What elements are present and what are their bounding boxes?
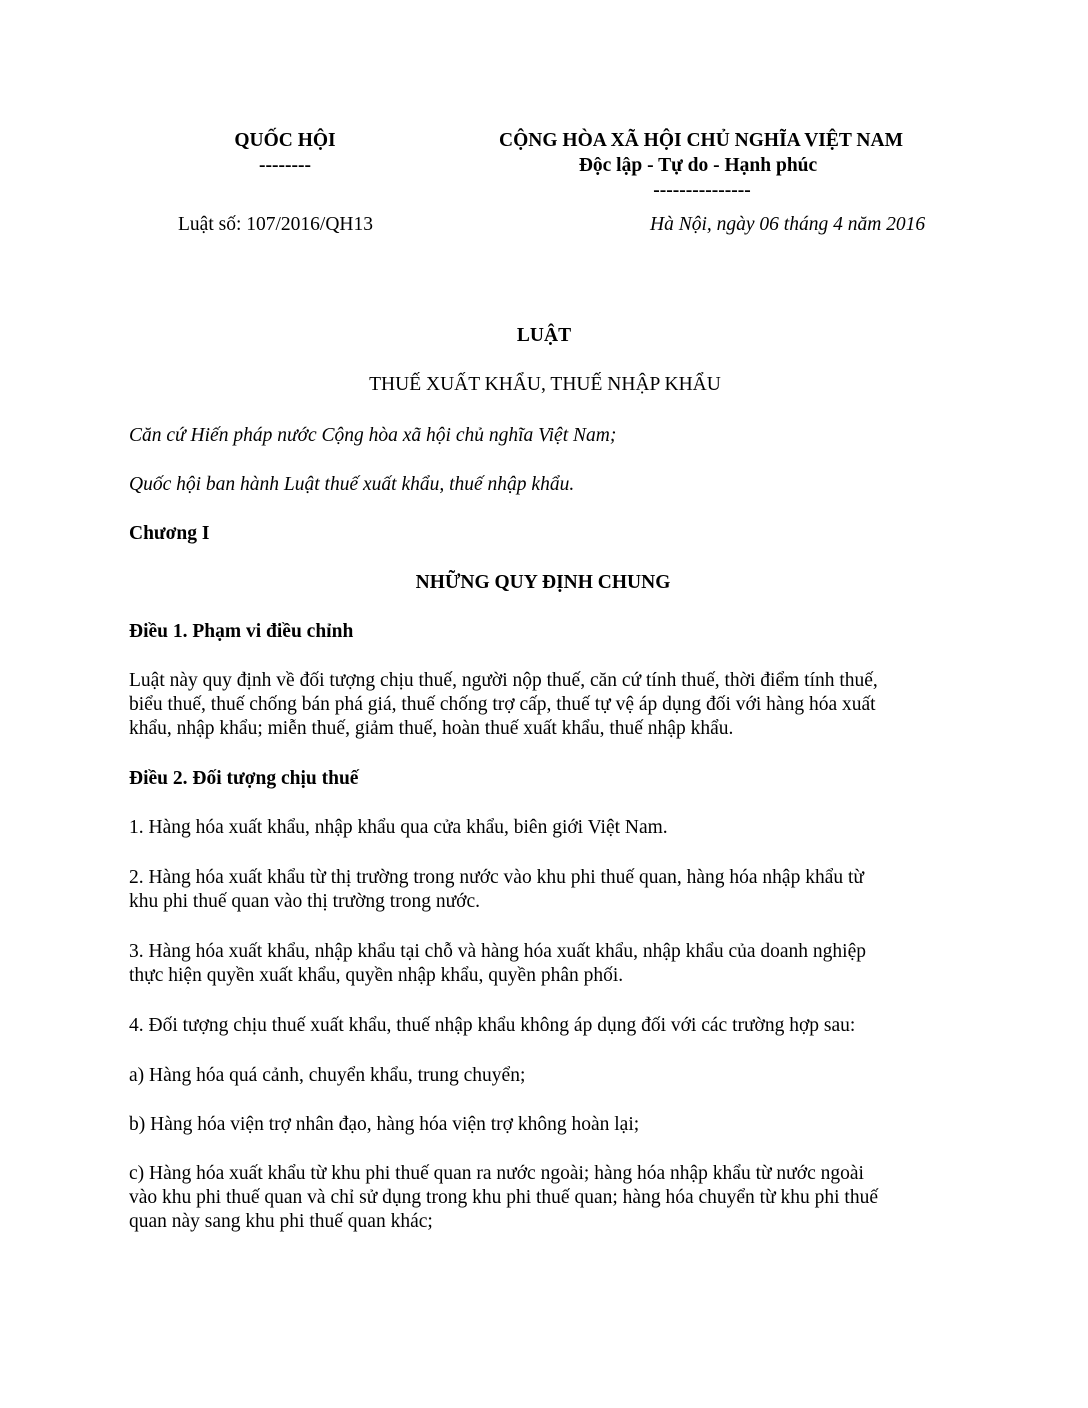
clause-line: 4. Đối tượng chịu thuế xuất khẩu, thuế nhập khẩu không áp dụng đối với các trường hợp sau: — [129, 1015, 856, 1036]
chapter-title: NHỮNG QUY ĐỊNH CHUNG — [415, 572, 671, 593]
clause-line: c) Hàng hóa xuất khẩu từ khu phi thuế quan ra nước ngoài; hàng hóa nhập khẩu từ nước ngoài — [129, 1163, 864, 1184]
clause-line: a) Hàng hóa quá cảnh, chuyển khẩu, trung chuyển; — [129, 1065, 526, 1086]
article-1-line: Luật này quy định về đối tượng chịu thuế, người nộp thuế, căn cứ tính thuế, thời điểm tính thuế, — [129, 670, 878, 691]
article-1-line: khẩu, nhập khẩu; miễn thuế, giảm thuế, hoàn thuế xuất khẩu, thuế nhập khẩu. — [129, 718, 734, 739]
article-2-point-a — [129, 1064, 959, 1088]
article-1-line: biểu thuế, thuế chống bán phá giá, thuế chống trợ cấp, thuế tự vệ áp dụng đối với hàng hóa xuất — [129, 694, 876, 715]
law-number: Luật số: 107/2016/QH13 — [178, 214, 373, 235]
clause-line: 2. Hàng hóa xuất khẩu từ thị trường trong nước vào khu phi thuế quan, hàng hóa nhập khẩu từ — [129, 867, 864, 888]
article-2-clause-3 — [129, 940, 959, 988]
issuing-body: QUỐC HỘI — [234, 130, 336, 151]
issuing-body-separator: -------- — [259, 155, 311, 176]
article-2-clause-2 — [129, 866, 959, 914]
clause-line: khu phi thuế quan vào thị trường trong nước. — [129, 891, 480, 912]
clause-line: thực hiện quyền xuất khẩu, quyền nhập khẩu, quyền phân phối. — [129, 965, 624, 986]
country-name: CỘNG HÒA XÃ HỘI CHỦ NGHĨA VIỆT NAM — [499, 130, 903, 151]
article-2-clause-4 — [129, 1014, 959, 1038]
article-2-heading: Điều 2. Đối tượng chịu thuế — [129, 768, 359, 789]
national-motto: Độc lập - Tự do - Hạnh phúc — [578, 155, 818, 176]
chapter-label: Chương I — [129, 523, 210, 544]
clause-line: quan này sang khu phi thuế quan khác; — [129, 1211, 433, 1232]
article-1-body — [129, 669, 959, 741]
document-type: LUẬT — [516, 325, 572, 346]
clause-line: 1. Hàng hóa xuất khẩu, nhập khẩu qua cửa khẩu, biên giới Việt Nam. — [129, 817, 668, 838]
clause-line: vào khu phi thuế quan và chỉ sử dụng trong khu phi thuế quan; hàng hóa chuyển từ khu phi thuế — [129, 1187, 879, 1208]
preamble-basis: Căn cứ Hiến pháp nước Cộng hòa xã hội chủ nghĩa Việt Nam; — [129, 425, 617, 446]
document-title: THUẾ XUẤT KHẨU, THUẾ NHẬP KHẨU — [369, 374, 721, 395]
motto-separator: --------------- — [653, 180, 751, 201]
article-2-clause-1 — [129, 816, 959, 840]
preamble-enactment: Quốc hội ban hành Luật thuế xuất khẩu, thuế nhập khẩu. — [129, 474, 575, 495]
clause-line: b) Hàng hóa viện trợ nhân đạo, hàng hóa viện trợ không hoàn lại; — [129, 1114, 640, 1135]
article-1-heading: Điều 1. Phạm vi điều chỉnh — [129, 621, 354, 642]
place-and-date: Hà Nội, ngày 06 tháng 4 năm 2016 — [650, 214, 926, 235]
article-2-point-b — [129, 1113, 959, 1137]
clause-line: 3. Hàng hóa xuất khẩu, nhập khẩu tại chỗ và hàng hóa xuất khẩu, nhập khẩu của doanh nghiệp — [129, 941, 866, 962]
article-2-point-c — [129, 1162, 959, 1234]
